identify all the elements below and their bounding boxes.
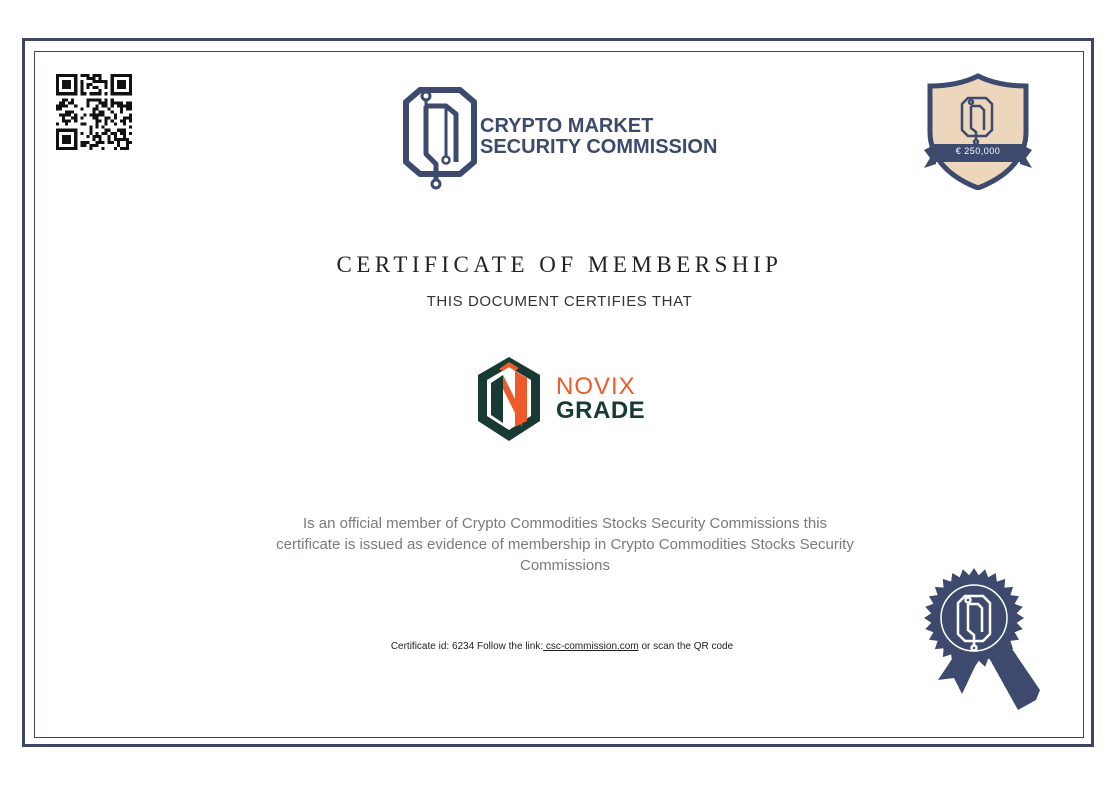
member-name-line2: GRADE <box>556 397 646 424</box>
certificate-id-suffix: or scan the QR code <box>638 641 734 652</box>
certificate-title: CERTIFICATE OF MEMBERSHIP <box>336 252 783 277</box>
organization-name <box>480 116 740 158</box>
member-name <box>556 375 645 423</box>
badge-amount: € 250,000 <box>955 146 1001 156</box>
certificate-subtitle: THIS DOCUMENT CERTIFIES THAT <box>426 293 693 310</box>
member-emblem-icon <box>474 355 544 445</box>
member-logo <box>474 355 664 445</box>
member-name-line1: NOVIX <box>556 373 636 400</box>
organization-emblem-icon <box>398 84 478 192</box>
organization-name-line2: SECURITY COMMISSION <box>480 136 718 158</box>
qr-code-icon <box>56 74 132 150</box>
certificate-body-text: Is an official member of Crypto Commodities Stocks Security Commissions this certificate is issued as evidence of membership in Crypto Commodities Stocks Security Commissions <box>276 515 854 574</box>
rosette-seal <box>918 560 1040 718</box>
verification-link[interactable]: csc-commission.com <box>543 641 639 652</box>
rosette-seal-icon <box>918 560 1040 718</box>
shield-badge-icon <box>922 72 1034 190</box>
certificate-id-prefix: Certificate id: 6234 Follow the link: <box>390 641 544 652</box>
organization-name-line1: CRYPTO MARKET <box>480 115 654 137</box>
organization-logo <box>398 84 728 192</box>
coverage-badge <box>922 72 1034 190</box>
